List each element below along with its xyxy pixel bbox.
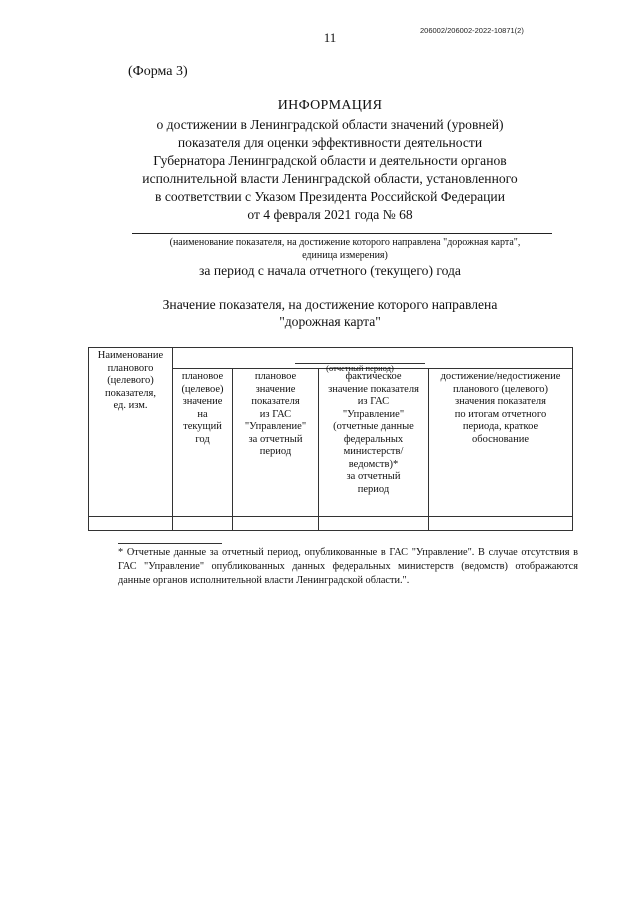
header-line: Наименование bbox=[97, 350, 164, 361]
value-heading-line: "дорожная карта" bbox=[279, 314, 381, 329]
table-cell bbox=[233, 517, 319, 531]
header-line: значение bbox=[182, 396, 223, 407]
achievement-header bbox=[429, 369, 573, 517]
document-code: 206002/206002-2022-10871(2) bbox=[420, 26, 524, 35]
subtitle-line: от 4 февраля 2021 года № 68 bbox=[247, 207, 413, 222]
actual-value-header bbox=[319, 369, 429, 517]
header-line: из ГАС bbox=[357, 396, 390, 407]
header-line: значение показателя bbox=[328, 383, 419, 395]
header-line: плановое bbox=[181, 371, 224, 382]
reporting-period-header bbox=[173, 348, 573, 373]
period-label: (отчетный период) bbox=[326, 363, 394, 373]
header-line: значение bbox=[255, 383, 296, 395]
value-heading-line: Значение показателя, на достижение которого направлена bbox=[162, 297, 498, 312]
caption-line: (наименование показателя, на достижение которого направлена "дорожная карта", bbox=[169, 237, 521, 248]
footnote-rule bbox=[118, 543, 222, 544]
table-row bbox=[89, 517, 573, 531]
table-cell bbox=[173, 517, 233, 531]
header-line: показателя bbox=[251, 396, 300, 407]
period-line: за период с начала отчетного (текущего) года bbox=[199, 263, 461, 278]
planned-gas-value-header bbox=[233, 369, 319, 517]
header-line: на bbox=[197, 408, 208, 420]
header-line: из ГАС bbox=[259, 408, 292, 420]
header-line: год bbox=[195, 433, 210, 445]
footnote: * Отчетные данные за отчетный период, опубликованные в ГАС "Управление". В случае отсутствия в ГАС "Управление" опубликованных данных федеральных министерств (ведомств) отображаются данные органов исполнительной власти Ленинградской области.". bbox=[118, 547, 578, 586]
header-line: "Управление" bbox=[342, 408, 405, 420]
caption-line: единица измерения) bbox=[302, 250, 388, 261]
subtitle-line: в соответствии с Указом Президента Российской Федерации bbox=[155, 189, 505, 204]
header-line: ед. изм. bbox=[113, 400, 148, 411]
table-cell bbox=[319, 517, 429, 531]
indicator-fill-line bbox=[132, 233, 552, 234]
header-line: достижение/недостижение bbox=[440, 371, 561, 382]
header-line: текущий bbox=[183, 421, 222, 432]
header-line: за отчетный bbox=[346, 471, 401, 482]
header-line: фактическое bbox=[345, 371, 402, 382]
indicator-name-header bbox=[89, 348, 173, 517]
header-line: федеральных bbox=[343, 433, 404, 445]
subtitle-line: Губернатора Ленинградской области и деятельности органов bbox=[153, 153, 507, 168]
header-line: обоснование bbox=[471, 433, 529, 445]
header-line: по итогам отчетного bbox=[454, 408, 547, 420]
header-line: министерств/ bbox=[343, 446, 404, 457]
table-cell bbox=[89, 517, 173, 531]
header-line: плановое bbox=[254, 371, 297, 382]
header-line: планового (целевого) bbox=[452, 383, 549, 395]
subtitle-line: показателя для оценки эффективности деятельности bbox=[177, 135, 483, 150]
header-line: показателя, bbox=[105, 387, 156, 399]
planned-year-value-header bbox=[173, 369, 233, 517]
indicator-table bbox=[88, 347, 573, 531]
header-line: период bbox=[259, 446, 292, 457]
subtitle-line: исполнительной власти Ленинградской области, установленного bbox=[142, 171, 518, 186]
header-line: (целевого) bbox=[107, 375, 154, 386]
table-cell bbox=[429, 517, 573, 531]
subtitle-line: о достижении в Ленинградской области значений (уровней) bbox=[156, 117, 504, 132]
form-label: (Форма 3) bbox=[128, 64, 188, 79]
indicator-caption bbox=[130, 236, 560, 262]
page-number: 11 bbox=[323, 30, 337, 45]
header-line: период bbox=[357, 483, 390, 495]
document-subtitle bbox=[118, 116, 542, 224]
header-line: (отчетные данные bbox=[333, 421, 414, 432]
header-line: за отчетный bbox=[248, 433, 303, 445]
header-line: (целевое) bbox=[181, 383, 224, 395]
header-line: ведомств)* bbox=[348, 458, 399, 470]
header-line: значения показателя bbox=[455, 396, 546, 407]
header-line: "Управление" bbox=[244, 421, 307, 432]
header-line: периода, краткое bbox=[462, 421, 539, 432]
value-heading bbox=[110, 296, 550, 330]
document-title: ИНФОРМАЦИЯ bbox=[277, 98, 383, 113]
header-line: планового bbox=[107, 362, 154, 374]
